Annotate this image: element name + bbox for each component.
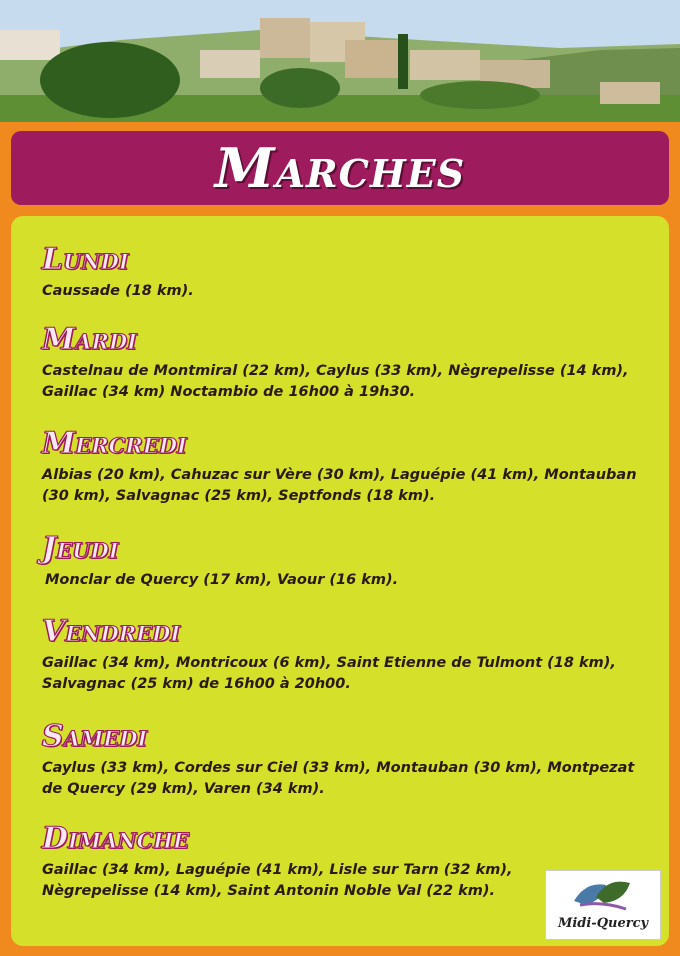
day-name: Vendredi: [42, 614, 181, 649]
day-name: Jeudi: [42, 531, 119, 566]
day-jeudi: [42, 532, 645, 591]
day-mardi: [42, 323, 642, 403]
day-samedi: [42, 720, 642, 800]
day-name: Samedi: [42, 719, 148, 754]
village-photo: [0, 0, 680, 122]
day-lundi: [42, 243, 642, 302]
page-title: Marches: [214, 136, 466, 200]
midi-quercy-logo: [545, 870, 661, 940]
day-name: Mardi: [42, 322, 137, 357]
day-markets: Castelnau de Montmiral (22 km), Caylus (33 km), Nègrepelisse (14 km), Gaillac (34 km) Noctambio de 16h00 à 19h30.: [42, 363, 629, 400]
day-markets: Caussade (18 km).: [42, 283, 194, 299]
day-vendredi: [42, 615, 642, 695]
day-dimanche: [42, 822, 522, 902]
day-mercredi: [42, 427, 642, 507]
day-name: Lundi: [42, 242, 129, 277]
day-name: Dimanche: [42, 821, 190, 856]
logo-leaf-icon: [546, 871, 660, 915]
day-markets: Monclar de Quercy (17 km), Vaour (16 km).: [45, 572, 399, 588]
day-markets: Gaillac (34 km), Montricoux (6 km), Saint Etienne de Tulmont (18 km), Salvagnac (25 km) de 16h00 à 20h00.: [42, 655, 616, 692]
logo-text: Midi-Quercy: [557, 916, 649, 931]
day-markets: Albias (20 km), Cahuzac sur Vère (30 km), Laguépie (41 km), Montauban (30 km), Salvagnac (25 km), Septfonds (18 km).: [42, 467, 637, 504]
day-name: Mercredi: [42, 426, 187, 461]
day-markets: Caylus (33 km), Cordes sur Ciel (33 km), Montauban (30 km), Montpezat de Quercy (29 km), Varen (34 km).: [42, 760, 635, 797]
title-banner: [11, 131, 669, 205]
day-markets: Gaillac (34 km), Laguépie (41 km), Lisle sur Tarn (32 km), Nègrepelisse (14 km), Saint Antonin Noble Val (22 km).: [42, 862, 513, 899]
